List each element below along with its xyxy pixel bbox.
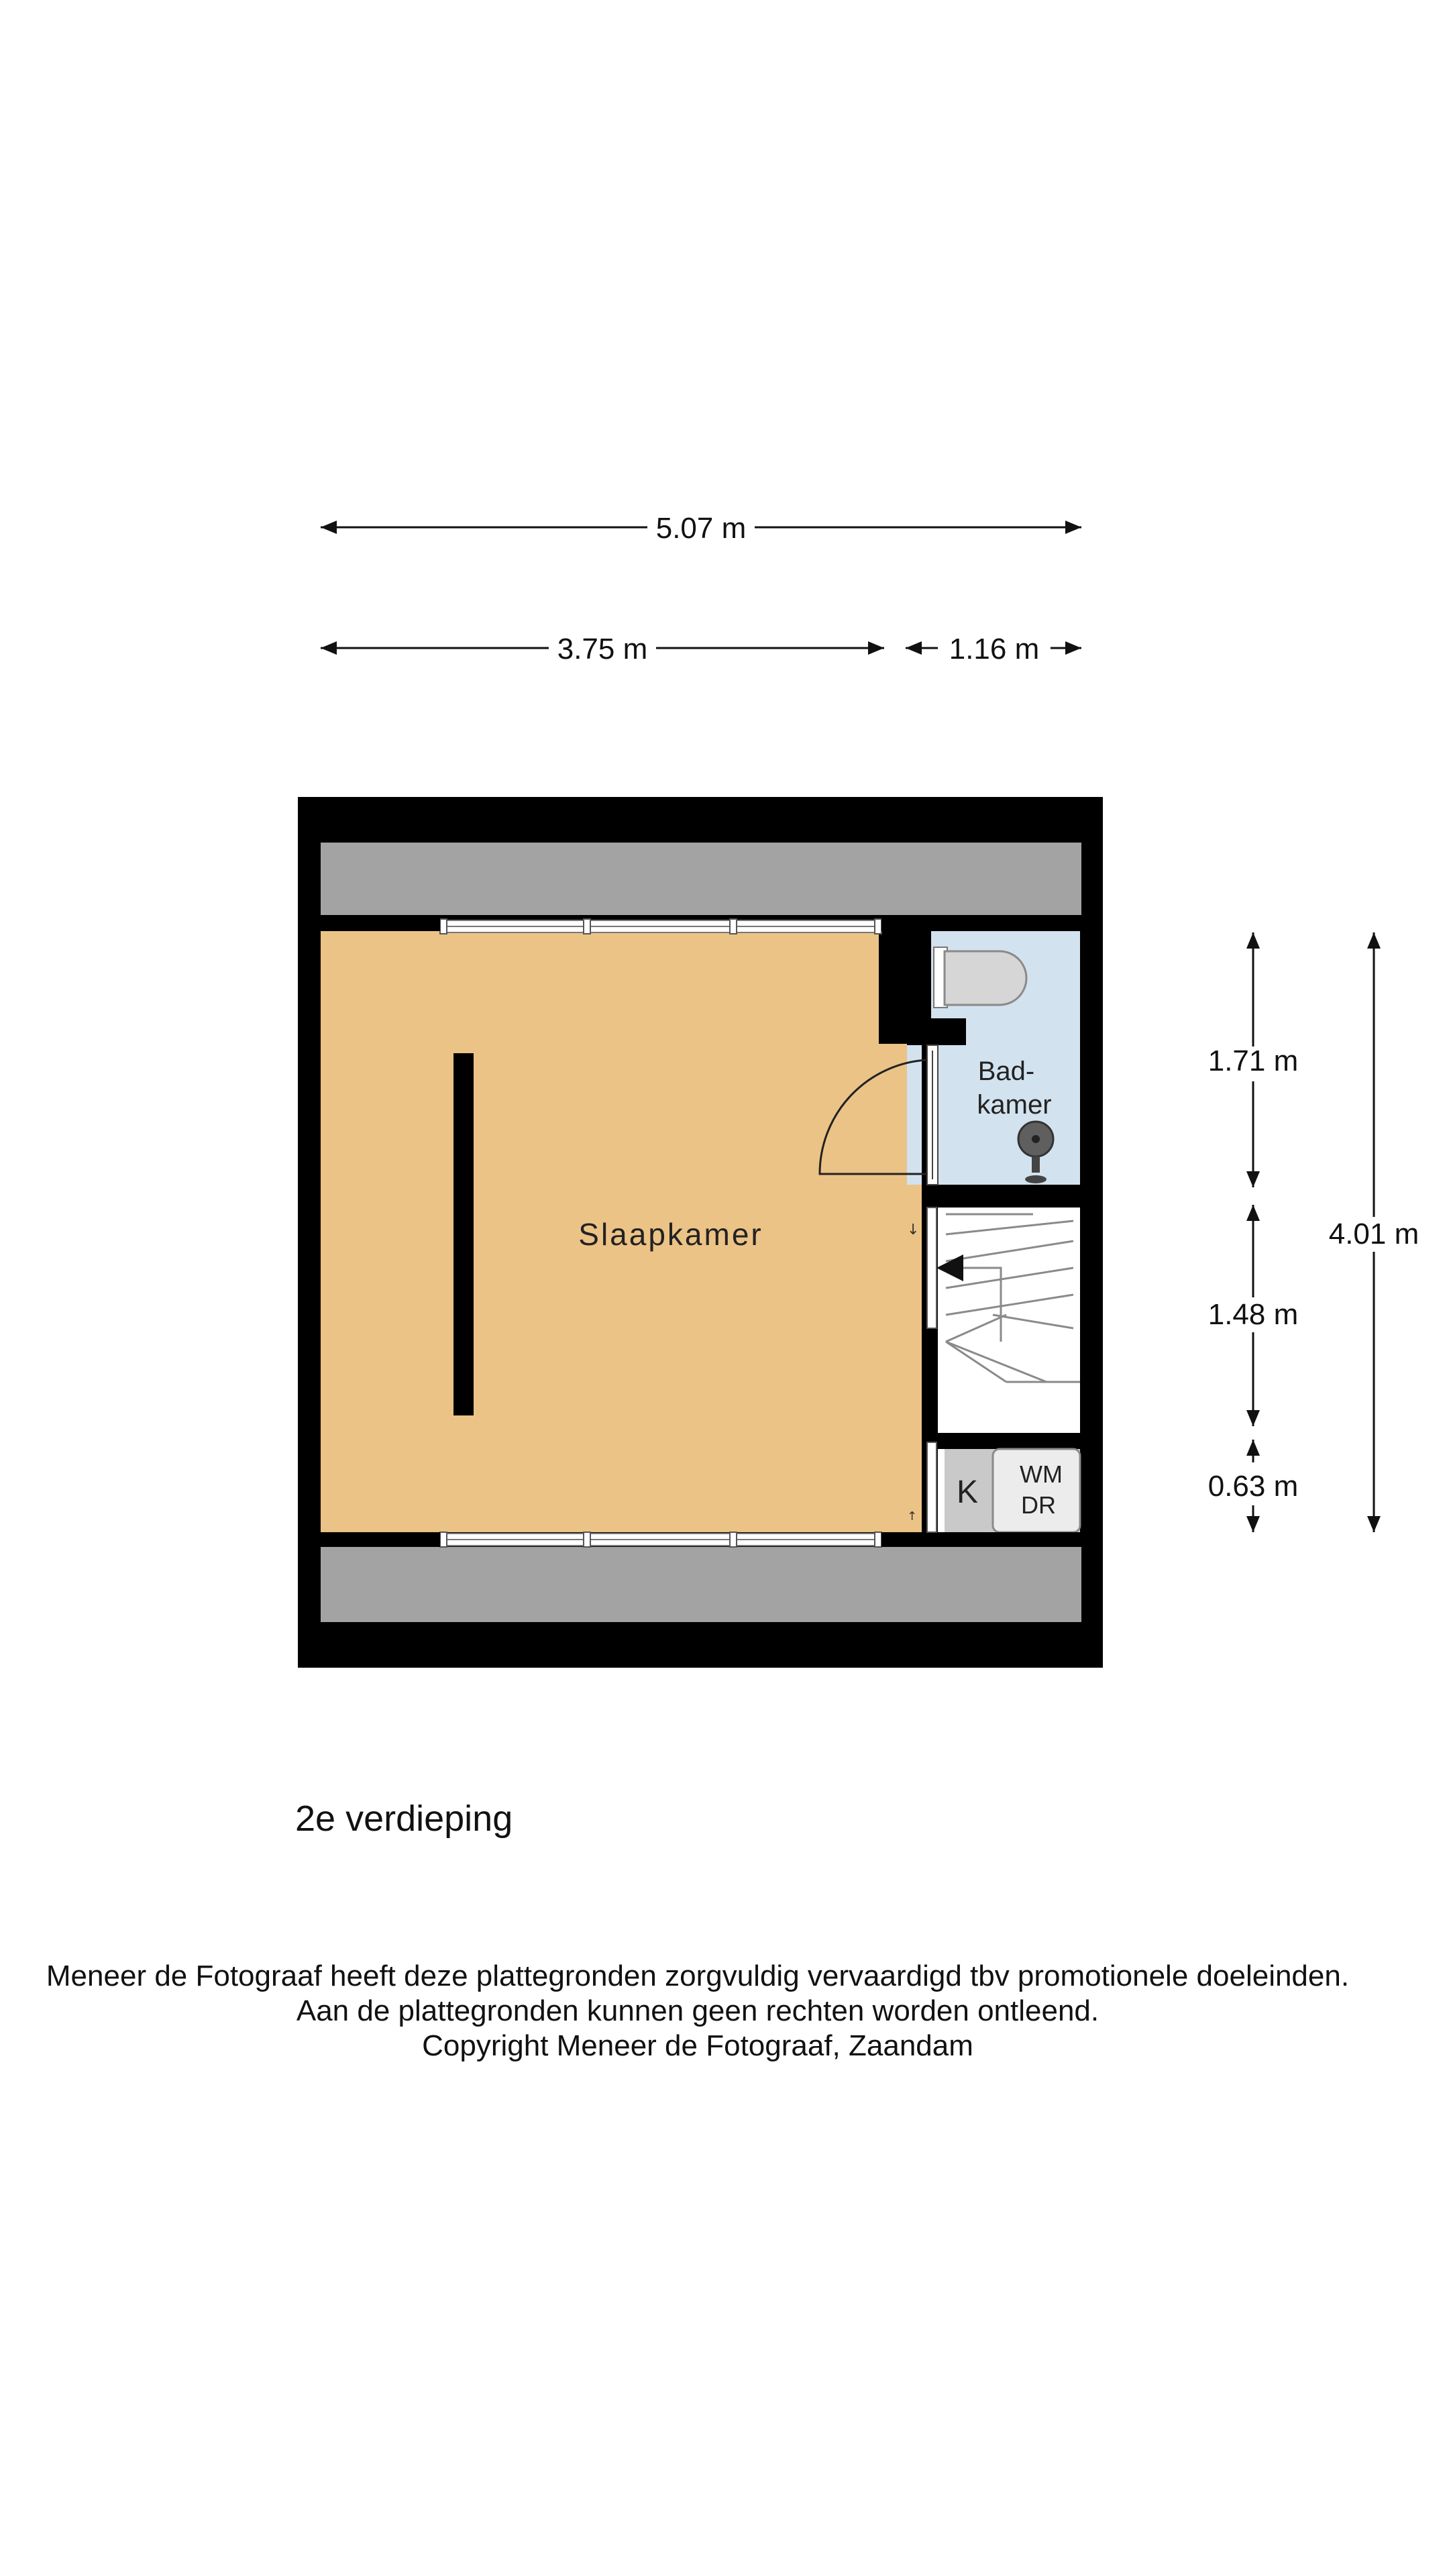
roof-strip-top — [321, 843, 1081, 915]
stair-floor — [938, 1208, 1080, 1433]
appliance-label-1: WM — [1020, 1460, 1063, 1488]
dimension-stair-depth-label: 1.48 m — [1208, 1298, 1299, 1331]
beam — [453, 1053, 474, 1415]
dimension-right-width-label: 1.16 m — [949, 633, 1040, 665]
dimension-left-width-label: 3.75 m — [557, 633, 648, 665]
wall-bath-stair — [922, 1185, 1081, 1208]
bathroom-inner-wall — [907, 931, 931, 1018]
appliance-label-2: DR — [1021, 1491, 1056, 1519]
dimension-right-width — [906, 633, 1081, 665]
wall-top-left — [321, 915, 440, 931]
closet-divider — [938, 1449, 945, 1532]
dimension-total-depth — [1329, 932, 1419, 1532]
dimension-stair-depth — [1208, 1205, 1299, 1426]
bathroom-label-2: kamer — [977, 1090, 1052, 1120]
dimension-left-width — [321, 633, 884, 665]
small-arrow-up: ↑ — [907, 1509, 918, 1523]
dimension-bathroom-depth — [1208, 932, 1299, 1187]
disclaimer-line-3: Copyright Meneer de Fotograaf, Zaandam — [422, 2029, 973, 2062]
roof-strip-bottom — [321, 1547, 1081, 1622]
stair-handrail — [927, 1208, 936, 1328]
window-top — [440, 919, 881, 934]
toilet-icon — [934, 947, 1026, 1008]
bathroom-inner-wall-bottom — [907, 1018, 966, 1045]
dimension-closet-depth — [1208, 1440, 1299, 1532]
floor-name: 2e verdieping — [295, 1799, 513, 1839]
dimension-bathroom-depth-label: 1.71 m — [1208, 1044, 1299, 1077]
dimension-total-width-label: 5.07 m — [655, 512, 747, 545]
bathroom-label-1: Bad- — [977, 1057, 1035, 1086]
wall-bottom-right — [881, 1532, 1081, 1547]
dimension-total-depth-label: 4.01 m — [1328, 1218, 1419, 1250]
bedroom-label: Slaapkamer — [578, 1217, 763, 1252]
disclaimer-line-2: Aan de plattegronden kunnen geen rechten worden ontleend. — [296, 1994, 1099, 2027]
dimension-closet-depth-label: 0.63 m — [1208, 1470, 1299, 1503]
window-bottom — [440, 1532, 881, 1547]
closet-label: K — [956, 1474, 979, 1510]
wall-top-right — [881, 915, 1081, 931]
wall-bottom-left — [321, 1532, 440, 1547]
disclaimer-line-1: Meneer de Fotograaf heeft deze plattegronden zorgvuldig vervaardigd tbv promotionele doeleinden. — [46, 1960, 1350, 1992]
small-arrow-down: ↓ — [907, 1222, 920, 1238]
dimension-total-width — [321, 512, 1081, 545]
closet-door — [927, 1442, 936, 1532]
wall-stair-closet — [922, 1433, 1081, 1449]
